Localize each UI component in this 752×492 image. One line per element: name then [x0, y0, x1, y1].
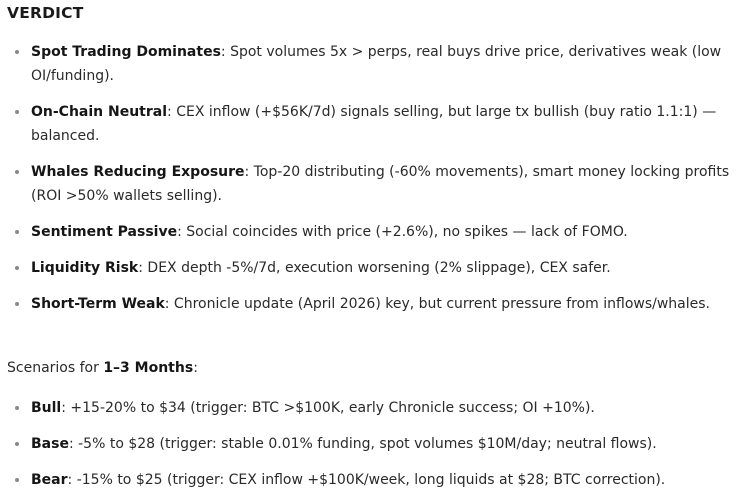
scenario-item-term: Bear	[31, 472, 68, 488]
verdict-item	[7, 100, 737, 148]
verdict-list	[7, 40, 737, 340]
verdict-item-text: : CEX inflow (+$56K/7d) signals selling, but large tx bullish (buy ratio 1.1:1) — balanced.	[31, 104, 717, 144]
verdict-item-text: : Chronicle update (April 2026) key, but current pressure from inflows/whales.	[164, 296, 711, 312]
scenario-item-bull	[7, 396, 737, 420]
scenarios-title-suffix: :	[193, 360, 198, 376]
verdict-item-term: Spot Trading Dominates	[31, 44, 221, 60]
verdict-item-term: Short-Term Weak	[31, 296, 165, 312]
bullet-dot-icon	[15, 266, 19, 270]
verdict-item-term: Liquidity Risk	[31, 260, 139, 276]
bullet-dot-icon	[15, 442, 19, 446]
verdict-item	[7, 160, 737, 208]
scenarios-title	[7, 356, 198, 380]
verdict-item	[7, 40, 737, 88]
verdict-item-text: : Top-20 distributing (-60% movements), smart money locking profits (ROI >50% wallets selling).	[31, 164, 730, 204]
scenario-item-term: Base	[31, 436, 69, 452]
scenario-item-text: : -5% to $28 (trigger: stable 0.01% funding, spot volumes $10M/day; neutral flows).	[68, 436, 657, 452]
bullet-dot-icon	[15, 170, 19, 174]
verdict-item	[7, 292, 737, 340]
scenario-item-bear	[7, 468, 737, 492]
bullet-dot-icon	[15, 478, 19, 482]
verdict-item-text: : Social coincides with price (+2.6%), no spikes — lack of FOMO.	[177, 224, 628, 240]
verdict-item-term: On-Chain Neutral	[31, 104, 168, 120]
bullet-dot-icon	[15, 230, 19, 234]
bullet-dot-icon	[15, 50, 19, 54]
bullet-dot-icon	[15, 406, 19, 410]
scenario-item-text: : +15-20% to $34 (trigger: BTC >$100K, early Chronicle success; OI +10%).	[61, 400, 595, 416]
scenarios-title-bold: 1–3 Months	[103, 360, 194, 376]
verdict-item	[7, 220, 737, 244]
verdict-item	[7, 256, 737, 280]
scenario-item-term: Bull	[31, 400, 62, 416]
verdict-heading: VERDICT	[7, 4, 84, 22]
verdict-item-text: : DEX depth -5%/7d, execution worsening (2% slippage), CEX safer.	[138, 260, 611, 276]
bullet-dot-icon	[15, 110, 19, 114]
verdict-item-text: : Spot volumes 5x > perps, real buys drive price, derivatives weak (low OI/funding).	[31, 44, 722, 84]
verdict-item-term: Sentiment Passive	[31, 224, 178, 240]
scenarios-list	[7, 396, 737, 492]
verdict-item-term: Whales Reducing Exposure	[31, 164, 245, 180]
scenarios-title-prefix: Scenarios for	[7, 360, 104, 376]
scenario-item-text: : -15% to $25 (trigger: CEX inflow +$100K/week, long liquids at $28; BTC correction).	[67, 472, 666, 488]
bullet-dot-icon	[15, 302, 19, 306]
scenario-item-base	[7, 432, 737, 456]
